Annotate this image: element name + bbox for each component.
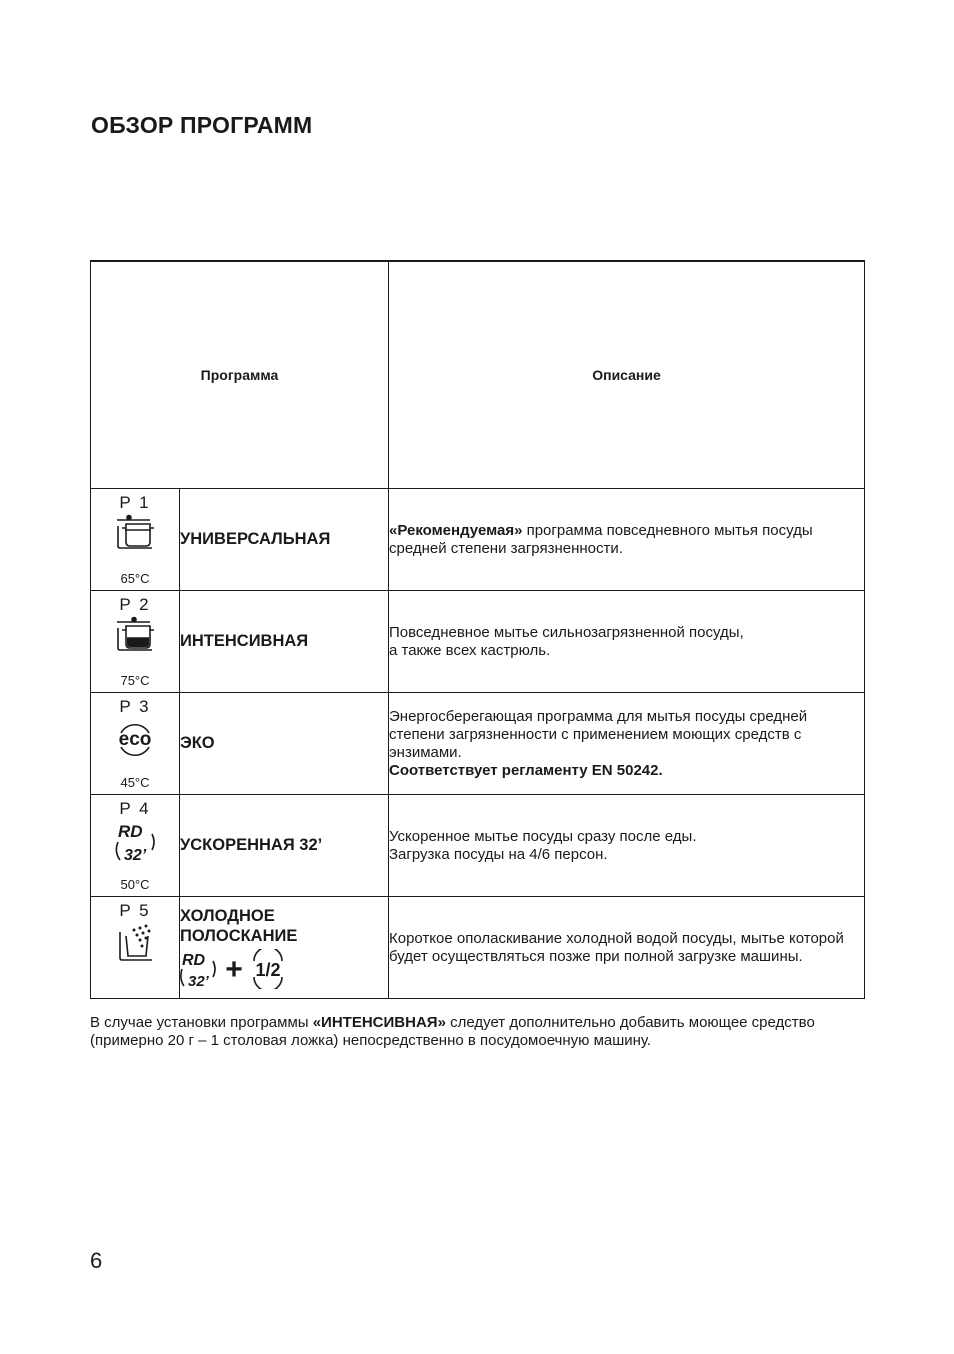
- table-row: [91, 897, 865, 999]
- program-description: Короткое ополаскивание холодной водой посуды, мытье которой будет осуществляться позже при полной загрузке машины.: [389, 897, 865, 999]
- program-icon-cell: [91, 489, 180, 591]
- pot-intensive-icon: [112, 616, 158, 660]
- cold-rinse-icon: [112, 922, 158, 968]
- program-temperature: 65°C: [120, 571, 150, 586]
- eco-icon: [112, 718, 158, 760]
- program-name: УСКОРЕННАЯ 32’: [180, 795, 389, 897]
- header-program: Программа: [91, 261, 389, 489]
- program-code: P 3: [119, 697, 151, 716]
- program-description: [389, 693, 865, 795]
- footnote: [90, 1014, 870, 1050]
- table-row: [91, 591, 865, 693]
- rapid-icon-text-top: RD: [118, 822, 143, 841]
- header-description: Описание: [389, 261, 865, 489]
- program-icon-cell: [91, 897, 180, 999]
- footnote-bold: «ИНТЕНСИВНАЯ»: [312, 1014, 446, 1031]
- program-temperature: 45°C: [120, 775, 150, 790]
- program-name: ИНТЕНСИВНАЯ: [180, 591, 389, 693]
- rapid-icon-text-bottom: 32’: [188, 973, 209, 989]
- table-row: [91, 489, 865, 591]
- rapid-32-icon: [112, 820, 158, 866]
- program-name: [180, 897, 389, 999]
- programs-table: [90, 260, 865, 999]
- description-text-2: а также всех кастрюль.: [389, 641, 551, 659]
- half-load-icon: 1/2: [255, 960, 281, 980]
- footnote-text-before: В случае установки программы: [90, 1014, 313, 1031]
- description-text: программа повседневного мытья посуды средней степени загрязненности.: [389, 521, 813, 557]
- description-text: Повседневное мытье сильнозагрязненной посуды,: [389, 623, 744, 641]
- description-text: Энергосберегающая программа для мытья посуды средней степени загрязненности с применением моющих средств с энзимами.: [389, 707, 808, 761]
- program-code: P 4: [119, 799, 151, 818]
- description-bold: Соответствует регламенту EN 50242.: [389, 761, 663, 779]
- rapid-plus-half-icon: [180, 949, 290, 989]
- description-text-2: Загрузка посуды на 4/6 персон.: [389, 845, 608, 863]
- program-name: УНИВЕРСАЛЬНАЯ: [180, 489, 389, 591]
- pot-with-lid-icon: [112, 514, 158, 558]
- program-icon-cell: [91, 591, 180, 693]
- table-row: [91, 795, 865, 897]
- footnote-text-after: следует дополнительно добавить моющее средство (примерно 20 г – 1 столовая ложка) непосредственно в посудомоечную машину.: [90, 1014, 815, 1049]
- table-header-row: [91, 261, 865, 489]
- program-name-line-2: ПОЛОСКАНИЕ: [180, 927, 298, 945]
- program-code: P 5: [119, 901, 151, 920]
- description-bold: «Рекомендуемая»: [389, 521, 523, 539]
- table-row: [91, 693, 865, 795]
- program-description: [389, 795, 865, 897]
- rapid-icon-text-bottom: 32’: [124, 847, 147, 864]
- program-temperature: 75°C: [120, 673, 150, 688]
- description-text: Ускоренное мытье посуды сразу после еды.: [389, 827, 697, 845]
- program-code: P 1: [119, 493, 151, 512]
- eco-icon-text: eco: [118, 729, 152, 750]
- rapid-icon-text-top: RD: [182, 952, 206, 969]
- program-description: [389, 591, 865, 693]
- page-title: ОБЗОР ПРОГРАММ: [91, 112, 313, 138]
- program-icon-cell: [91, 693, 180, 795]
- plus-icon: +: [225, 953, 243, 986]
- program-icon-cell: [91, 795, 180, 897]
- page-number: 6: [90, 1248, 103, 1273]
- program-description: [389, 489, 865, 591]
- program-temperature: 50°C: [120, 877, 150, 892]
- program-name-line-1: ХОЛОДНОЕ: [180, 907, 275, 925]
- program-code: P 2: [119, 595, 151, 614]
- program-name: ЭКО: [180, 693, 389, 795]
